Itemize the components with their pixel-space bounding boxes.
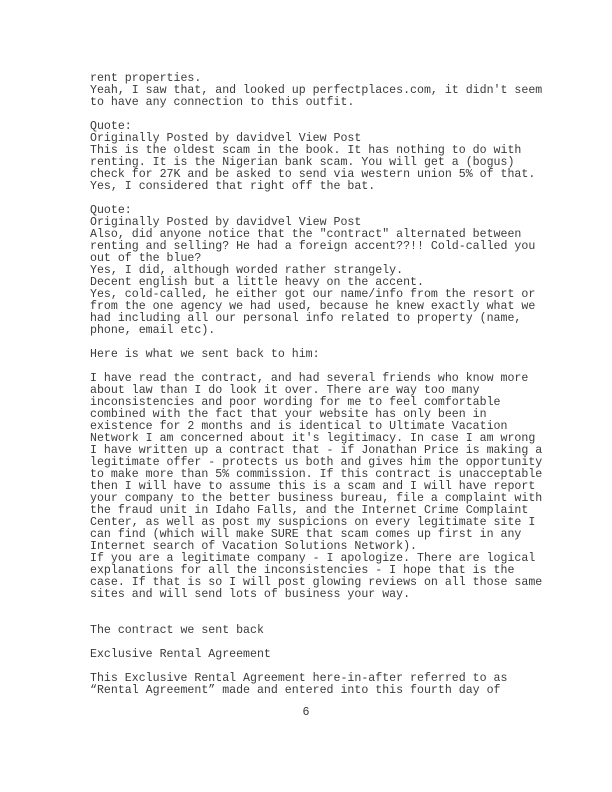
text-line: existence for 2 months and is identical to Ultimate Vacation [90,420,508,433]
text-line: combined with the fact that your website has only been in [90,408,487,421]
text-line: sites and will send lots of business your way. [90,588,411,601]
text-line: Originally Posted by davidvel View Post [90,132,362,145]
text-line: renting and selling? He had a foreign accent??!! Cold-called you [90,240,536,253]
text-line: Quote: [90,120,132,133]
text-line: about law than I do look it over. There are way too many [90,384,480,397]
text-line: had including all our personal info related to property (name, [90,312,522,325]
text-line [90,109,542,121]
text-line: Also, did anyone notice that the "contract" alternated between [90,228,522,241]
text-line: to make more than 5% commission. If this contract is unacceptable [90,468,543,481]
text-line: “Rental Agreement” made and entered into this fourth day of [90,684,501,697]
page-text [90,73,542,697]
text-line: Center, as well as post my suspicions on every legitimate site I [90,516,536,529]
text-line: Yes, I considered that right off the bat. [90,180,376,193]
text-line: If you are a legitimate company - I apologize. There are logical [90,552,536,565]
text-line: out of the blue? [90,252,202,265]
text-line: to have any connection to this outfit. [90,96,355,109]
text-line: the fraud unit in Idaho Falls, and the Internet Crime Complaint [90,504,529,517]
text-line: Decent english but a little heavy on the accent. [90,276,424,289]
text-line: Exclusive Rental Agreement [90,648,271,661]
text-line: renting. It is the Nigerian bank scam. You will get a (bogus) [90,156,515,169]
text-line [90,193,542,205]
text-line: phone, email etc). [90,324,216,337]
text-line: This is the oldest scam in the book. It has nothing to do with [90,144,522,157]
text-line [90,601,542,613]
text-line: Yes, cold-called, he either got our name/info from the resort or [90,288,536,301]
text-line: Originally Posted by davidvel View Post [90,216,362,229]
text-line: Network I am concerned about it's legitimacy. In case I am wrong [90,432,536,445]
text-line: from the one agency we had used, because he knew exactly what we [90,300,536,313]
text-line: This Exclusive Rental Agreement here-in-after referred to as [90,672,508,685]
text-line: I have read the contract, and had several friends who know more [90,372,529,385]
text-line: Here is what we sent back to him: [90,348,320,361]
page-number: 6 [302,706,310,719]
text-line: Yeah, I saw that, and looked up perfectplaces.com, it didn't seem [90,84,543,97]
text-line: rent properties. [90,72,202,85]
text-line: check for 27K and be asked to send via western union 5% of that. [90,168,536,181]
text-line: The contract we sent back [90,624,264,637]
text-line: legitimate offer - protects us both and gives him the opportunity [90,456,543,469]
text-line: I have written up a contract that - if Jonathan Price is making a [90,444,543,457]
text-line: case. If that is so I will post glowing reviews on all those same [90,576,543,589]
text-line: Internet search of Vacation Solutions Network). [90,540,417,553]
text-line: your company to the better business bureau, file a complaint with [90,492,543,505]
text-line: then I will have to assume this is a scam and I will have report [90,480,536,493]
text-line: Yes, I did, although worded rather strangely. [90,264,404,277]
text-line: can find (which will make SURE that scam comes up first in any [90,528,522,541]
text-line: explanations for all the inconsistencies - I hope that is the [90,564,515,577]
text-line: inconsistencies and poor wording for me to feel comfortable [90,396,501,409]
text-line: Quote: [90,204,132,217]
